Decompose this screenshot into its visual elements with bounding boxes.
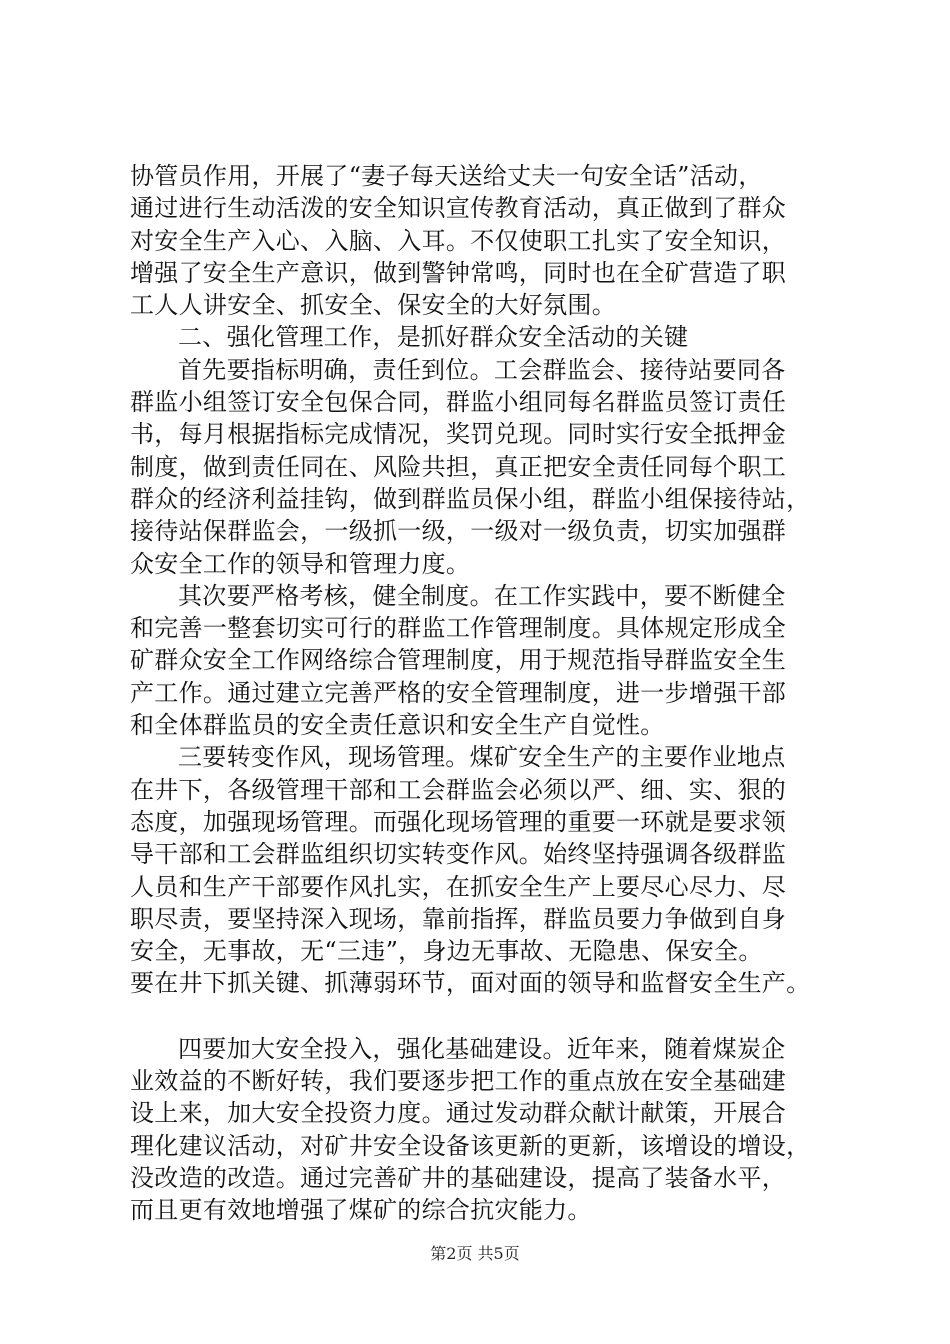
- text-line: 群众的经济利益挂钩，做到群监员保小组，群监小组保接待站，: [130, 484, 811, 513]
- text-line: 要在井下抓关键、抓薄弱环节，面对面的领导和监督安全生产。: [130, 969, 811, 998]
- text-line: 增强了安全生产意识，做到警钟常鸣，同时也在全矿营造了职: [130, 258, 787, 287]
- text-line: 业效益的不断好转，我们要逐步把工作的重点放在安全基础建: [130, 1067, 787, 1096]
- text-line: 和完善一整套切实可行的群监工作管理制度。具体规定形成全: [130, 614, 787, 643]
- text-line: 态度，加强现场管理。而强化现场管理的重要一环就是要求领: [130, 807, 787, 836]
- text-line: 和全体群监员的安全责任意识和安全生产自觉性。: [130, 711, 665, 740]
- text-line: 没改造的改造。通过完善矿井的基础建设，提高了装备水平，: [130, 1163, 787, 1192]
- text-line: 矿群众安全工作网络综合管理制度，用于规范指导群监安全生: [130, 646, 787, 675]
- document-body: [130, 160, 850, 1227]
- text-line: 理化建议活动，对矿井安全设备该更新的更新，该增设的增设，: [130, 1131, 811, 1160]
- section-heading: 二、强化管理工作，是抓好群众安全活动的关键: [178, 323, 689, 352]
- text-line: 群监小组签订安全包保合同，群监小组同每名群监员签订责任: [130, 388, 787, 417]
- text-line: 众安全工作的领导和管理力度。: [130, 549, 471, 578]
- text-line: 产工作。通过建立完善严格的安全管理制度，进一步增强干部: [130, 678, 787, 707]
- text-line: 安全，无事故，无“三违”，身边无事故、无隐患、保安全。: [130, 937, 763, 966]
- text-line: 制度，做到责任同在、风险共担，真正把安全责任同每个职工: [130, 452, 787, 481]
- text-line: 四要加大安全投入，强化基础建设。近年来，随着煤炭企: [178, 1034, 786, 1063]
- text-line: 在井下，各级管理干部和工会群监会必须以严、细、实、狠的: [130, 775, 787, 804]
- text-line: 对安全生产入心、入脑、入耳。不仅使职工扎实了安全知识，: [130, 226, 787, 255]
- paragraph-gap: [130, 1000, 850, 1033]
- page-number-footer: 第2页 共5页: [430, 1244, 520, 1263]
- text-line: 工人人讲安全、抓安全、保安全的大好氛围。: [130, 291, 616, 320]
- text-line: 通过进行生动活泼的安全知识宣传教育活动，真正做到了群众: [130, 194, 787, 223]
- text-line: 职尽责，要坚持深入现场，靠前指挥，群监员要力争做到自身: [130, 904, 787, 933]
- text-line: 导干部和工会群监组织切实转变作风。始终坚持强调各级群监: [130, 840, 787, 869]
- text-line: 人员和生产干部要作风扎实，在抓安全生产上要尽心尽力、尽: [130, 872, 787, 901]
- text-line: 设上来，加大安全投资力度。通过发动群众献计献策，开展合: [130, 1099, 787, 1128]
- text-line: 接待站保群监会，一级抓一级，一级对一级负责，切实加强群: [130, 517, 787, 546]
- text-line: 而且更有效地增强了煤矿的综合抗灾能力。: [130, 1196, 592, 1225]
- text-line: 三要转变作风，现场管理。煤矿安全生产的主要作业地点: [178, 743, 786, 772]
- text-line: 书，每月根据指标完成情况，奖罚兑现。同时实行安全抵押金: [130, 420, 787, 449]
- text-line: 其次要严格考核，健全制度。在工作实践中，要不断健全: [178, 581, 786, 610]
- text-line: 协管员作用，开展了“妻子每天送给丈夫一句安全话”活动，: [130, 162, 763, 190]
- text-line: 首先要指标明确，责任到位。工会群监会、接待站要同各: [178, 355, 786, 384]
